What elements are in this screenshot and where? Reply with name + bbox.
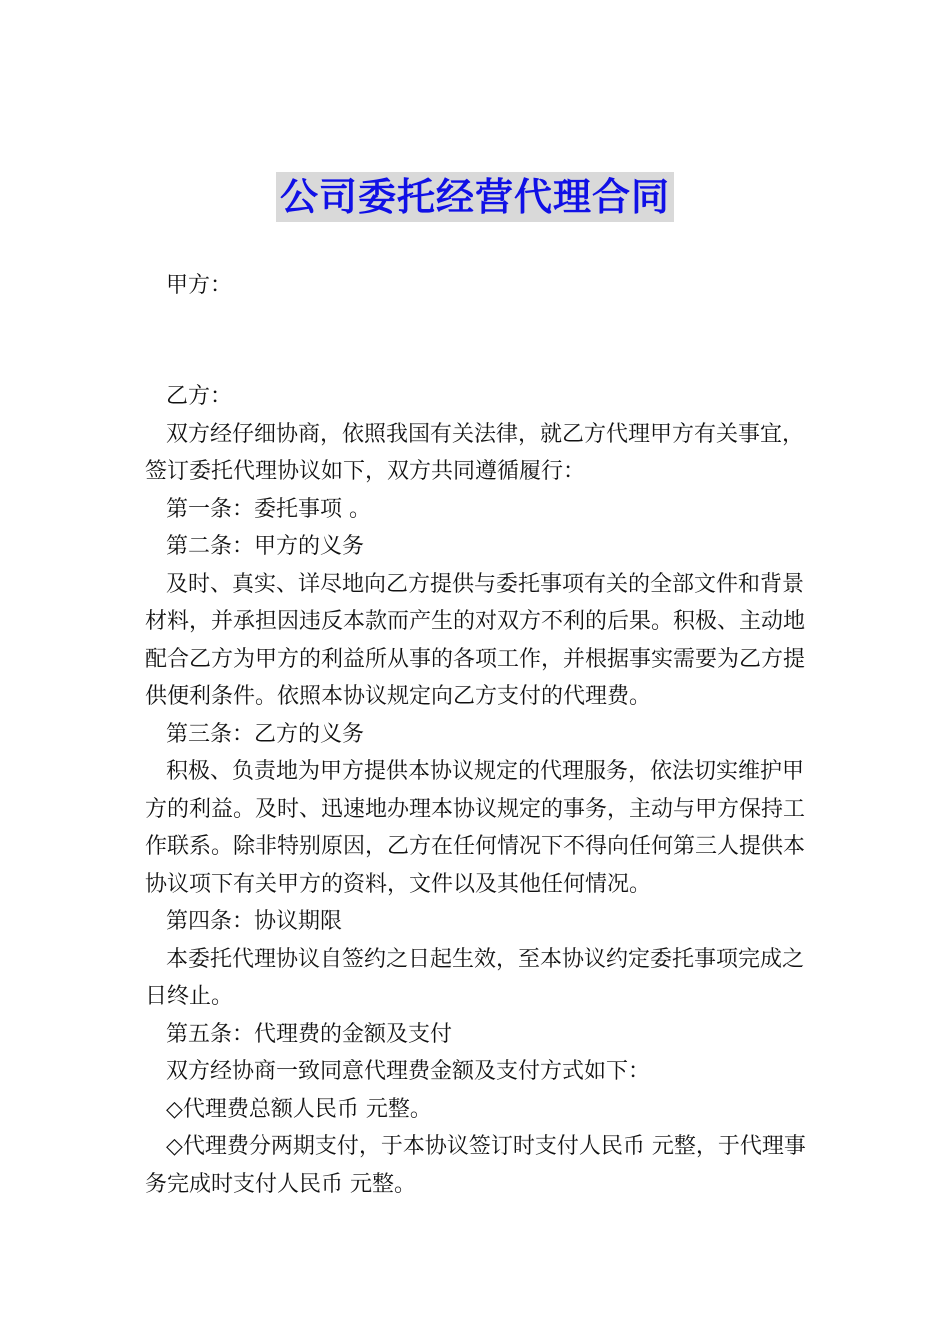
fee-item-total: ◇代理费总额人民币 元整。 (166, 1096, 432, 1122)
article-2-body: 及时、真实、详尽地向乙方提供与委托事项有关的全部文件和背景材料，并承担因违反本款而产生的对双方不利的后果。积极、主动地配合乙方为甲方的利益所从事的各项工作，并根据事实需要为乙方提供便利条件。依照本协议规定向乙方支付的代理费。 (145, 571, 806, 709)
contract-body (145, 378, 813, 1203)
document-title: 公司委托经营代理合同 (276, 172, 674, 222)
party-b-label: 乙方： (166, 384, 233, 409)
fee-item-installments: ◇代理费分两期支付，于本协议签订时支付人民币 元整，于代理事务完成时支付人民币 元整。 (145, 1134, 806, 1197)
article-5-body: 双方经协商一致同意代理费金额及支付方式如下： (166, 1059, 651, 1084)
article-3-heading: 第三条：乙方的义务 (166, 721, 365, 747)
title-container (0, 172, 950, 222)
article-3-body: 积极、负责地为甲方提供本协议规定的代理服务，依法切实维护甲方的利益。及时、迅速地办理本协议规定的事务，主动与甲方保持工作联系。除非特别原因，乙方在任何情况下不得向任何第三人提供本协议项下有关甲方的资料，文件以及其他任何情况。 (145, 759, 806, 897)
party-a-label: 甲方： (166, 273, 233, 298)
article-2-heading: 第二条：甲方的义务 (166, 534, 365, 559)
intro-paragraph: 双方经仔细协商，依照我国有关法律，就乙方代理甲方有关事宜，签订委托代理协议如下，双方共同遵循履行： (145, 421, 805, 484)
article-1-heading: 第一条：委托事项 。 (166, 496, 371, 522)
article-4-body: 本委托代理协议自签约之日起生效，至本协议约定委托事项完成之日终止。 (145, 946, 805, 1009)
article-5-heading: 第五条：代理费的金额及支付 (166, 1021, 453, 1047)
party-a-block (145, 267, 813, 305)
article-4-heading: 第四条：协议期限 (166, 909, 343, 934)
